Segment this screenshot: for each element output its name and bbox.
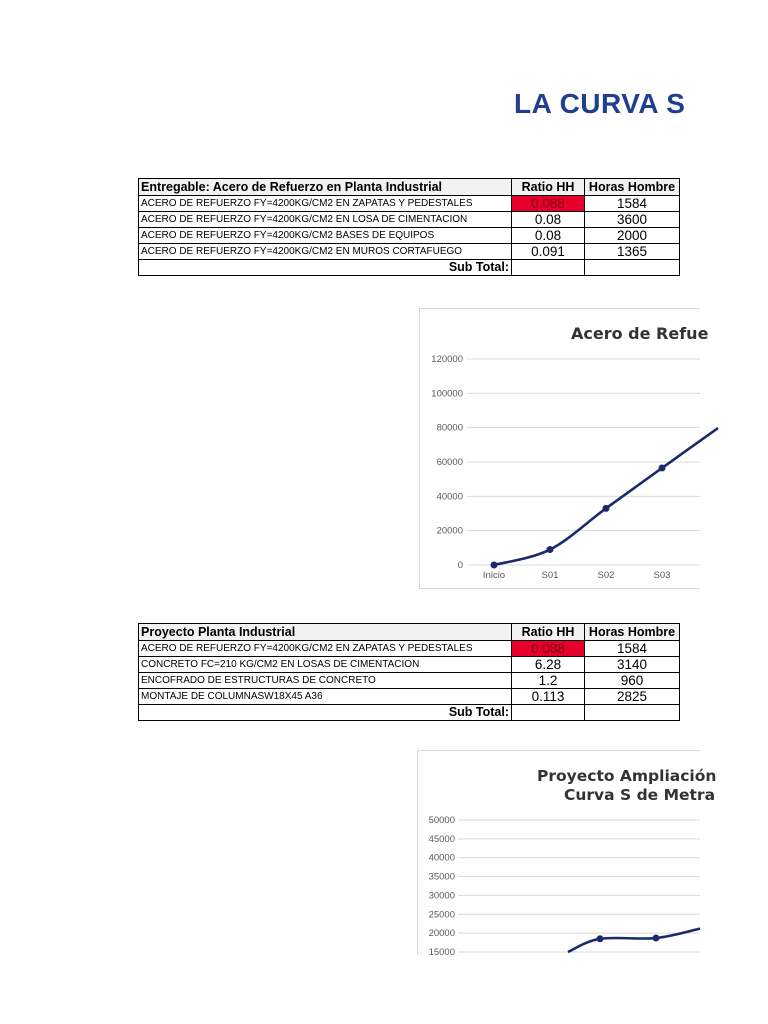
subtotal-row	[139, 260, 680, 276]
row-desc[interactable]: ENCOFRADO DE ESTRUCTURAS DE CONCRETO	[139, 673, 512, 689]
chart-title-line: Curva S de Metra	[564, 786, 716, 804]
header-desc: Proyecto Planta Industrial	[139, 624, 512, 641]
row-hh[interactable]: 1584	[585, 641, 680, 657]
page-title: LA CURVA S	[514, 88, 686, 119]
y-tick-label: 100000	[431, 388, 463, 400]
y-tick-label: 20000	[428, 928, 455, 940]
y-tick-label: 20000	[436, 525, 463, 537]
y-tick-label: 50000	[428, 815, 455, 826]
header-hh: Horas Hombre	[585, 179, 680, 196]
row-ratio[interactable]: 6.28	[512, 657, 585, 673]
row-desc[interactable]: CONCRETO FC=210 KG/CM2 EN LOSAS DE CIMENTACION	[139, 657, 512, 673]
row-hh[interactable]: 3140	[585, 657, 680, 673]
row-ratio[interactable]: 0.08	[512, 212, 585, 228]
y-tick-label: 60000	[436, 457, 463, 468]
table-header-row	[139, 624, 680, 641]
header-hh: Horas Hombre	[585, 624, 680, 641]
y-tick-label: 120000	[431, 354, 463, 365]
row-desc[interactable]: ACERO DE REFUERZO FY=4200KG/CM2 BASES DE EQUIPOS	[139, 228, 512, 244]
x-tick-label: S03	[653, 570, 671, 581]
data-point	[603, 505, 610, 512]
row-desc[interactable]: ACERO DE REFUERZO FY=4200KG/CM2 EN MUROS CORTAFUEGO	[139, 244, 512, 260]
data-point	[491, 562, 498, 569]
row-desc[interactable]: ACERO DE REFUERZO FY=4200KG/CM2 EN ZAPATAS Y PEDESTALES	[139, 196, 512, 212]
table-row	[139, 228, 680, 244]
x-tick-label: S02	[597, 570, 615, 581]
row-ratio[interactable]: 0.091	[512, 244, 585, 260]
row-hh[interactable]: 1365	[585, 244, 680, 260]
row-hh[interactable]: 1584	[585, 196, 680, 212]
y-tick-label: 30000	[428, 890, 455, 902]
row-ratio-highlighted[interactable]: 0.088	[512, 641, 585, 657]
row-hh[interactable]: 2000	[585, 228, 680, 244]
y-tick-label: 80000	[436, 422, 463, 434]
row-desc[interactable]: ACERO DE REFUERZO FY=4200KG/CM2 EN ZAPATAS Y PEDESTALES	[139, 641, 512, 657]
data-point	[653, 935, 660, 942]
deliverable-table	[138, 178, 680, 276]
project-table	[138, 623, 680, 721]
chart-1[interactable]	[419, 308, 709, 589]
row-ratio[interactable]: 1.2	[512, 673, 585, 689]
x-tick-label: Inicio	[482, 570, 506, 581]
row-ratio[interactable]: 0.08	[512, 228, 585, 244]
y-tick-label: 35000	[428, 871, 455, 883]
chart-1-svg	[420, 309, 709, 588]
table-row	[139, 196, 680, 212]
series-line	[568, 929, 700, 952]
table-header-row	[139, 179, 680, 196]
row-hh[interactable]: 960	[585, 673, 680, 689]
table-row	[139, 657, 680, 673]
x-tick-label: S01	[541, 570, 559, 581]
chart-2-svg	[418, 751, 717, 958]
chart-2[interactable]	[417, 750, 717, 958]
row-hh[interactable]: 2825	[585, 689, 680, 705]
data-point	[547, 546, 554, 553]
y-tick-label: 45000	[428, 833, 455, 845]
header-ratio: Ratio HH	[512, 179, 585, 196]
table-row	[139, 212, 680, 228]
subtotal-ratio-cell[interactable]	[512, 260, 585, 276]
table-row	[139, 244, 680, 260]
y-tick-label: 40000	[436, 491, 463, 503]
y-tick-label: 15000	[428, 947, 455, 958]
row-ratio[interactable]: 0.113	[512, 689, 585, 705]
subtotal-hh-cell[interactable]	[585, 705, 680, 721]
chart-title: Acero de Refue	[571, 324, 709, 343]
data-point	[659, 465, 666, 472]
chart-title-line: Proyecto Ampliación	[537, 767, 717, 785]
subtotal-label: Sub Total:	[139, 705, 512, 721]
subtotal-hh-cell[interactable]	[585, 260, 680, 276]
y-tick-label: 40000	[428, 852, 455, 864]
y-tick-label: 0	[457, 560, 463, 571]
row-desc[interactable]: MONTAJE DE COLUMNASW18X45 A36	[139, 689, 512, 705]
header-desc: Entregable: Acero de Refuerzo en Planta Industrial	[139, 179, 512, 196]
y-tick-label: 25000	[428, 909, 455, 921]
data-point	[597, 935, 604, 942]
table-row	[139, 689, 680, 705]
subtotal-label: Sub Total:	[139, 260, 512, 276]
subtotal-row	[139, 705, 680, 721]
table-row	[139, 641, 680, 657]
row-desc[interactable]: ACERO DE REFUERZO FY=4200KG/CM2 EN LOSA DE CIMENTACION	[139, 212, 512, 228]
subtotal-ratio-cell[interactable]	[512, 705, 585, 721]
table-row	[139, 673, 680, 689]
row-ratio-highlighted[interactable]: 0.088	[512, 196, 585, 212]
row-hh[interactable]: 3600	[585, 212, 680, 228]
header-ratio: Ratio HH	[512, 624, 585, 641]
